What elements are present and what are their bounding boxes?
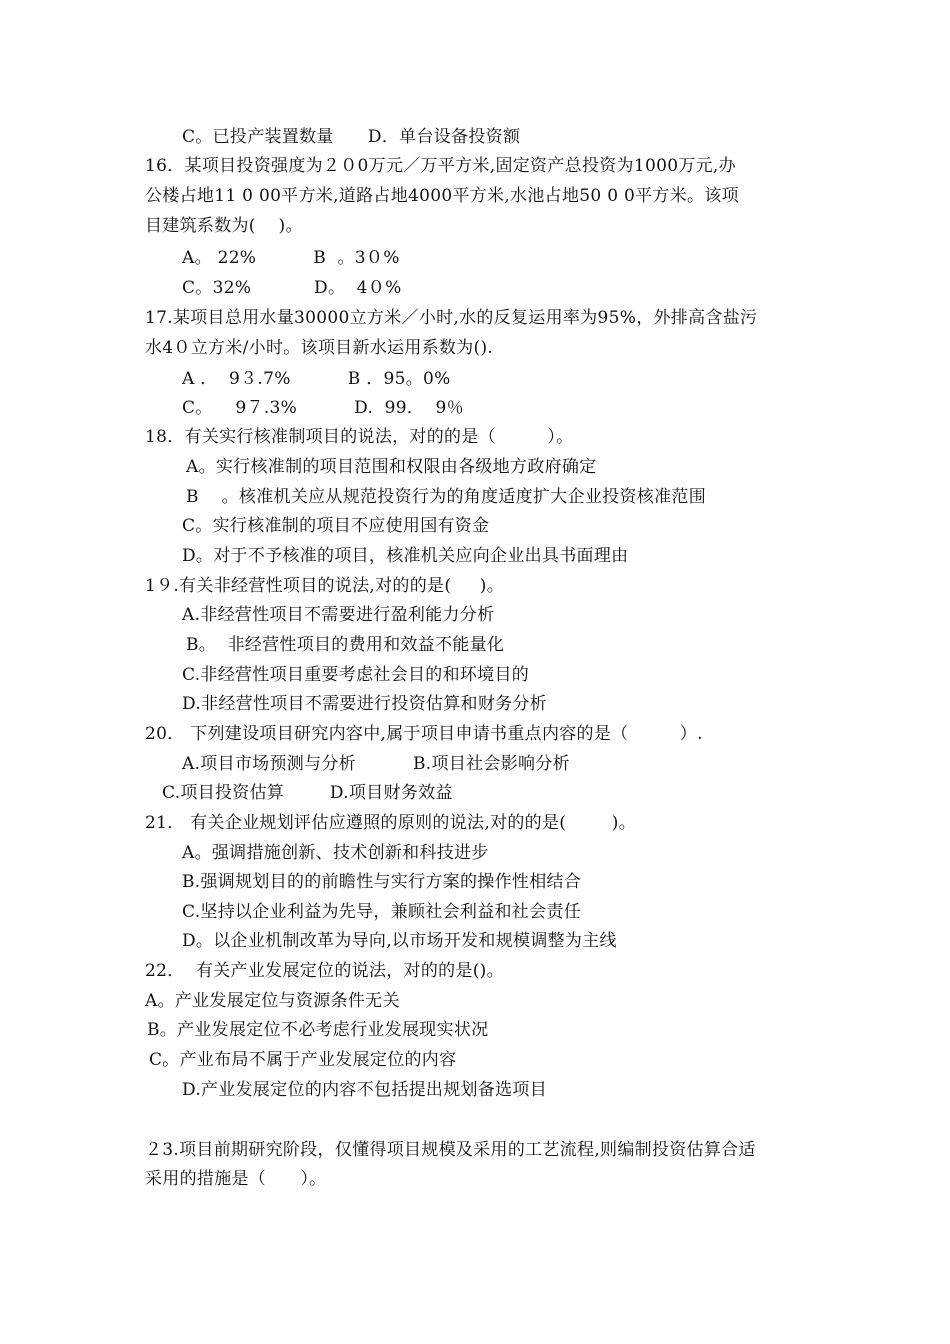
q16-stem-line-2: 公楼占地11 0 00平方米,道路占地4000平方米,水池占地50 0 0平方米。该项 bbox=[145, 186, 739, 206]
q19-option-b: B。 非经营性项目的费用和效益不能量化 bbox=[186, 635, 505, 655]
q18-option-a: A。实行核准制的项目范围和权限由各级地方政府确定 bbox=[186, 457, 597, 477]
q17-options-ab: A ． 9３.7% B ．95。0% bbox=[182, 369, 451, 389]
q16-options-cd: C。32% D。 4０% bbox=[182, 278, 402, 298]
q18-option-c: C。实行核准制的项目不应使用国有资金 bbox=[182, 516, 490, 536]
q16-stem-line-3: 目建筑系数为( )。 bbox=[145, 216, 303, 236]
q20-options-cd: C.项目投资估算 D.项目财务效益 bbox=[162, 783, 453, 803]
q19-option-a: A.非经营性项目不需要进行盈利能力分析 bbox=[182, 605, 495, 625]
q21-option-c: C.坚持以企业利益为先导，兼顾社会利益和社会责任 bbox=[182, 902, 582, 922]
q17-options-cd: C。 9７.3% D. 99． 9％ bbox=[182, 398, 464, 418]
q18-option-b: B 。核准机关应从规范投资行为的角度适度扩大企业投资核准范围 bbox=[186, 487, 707, 507]
q20-stem: 20． 下列建设项目研究内容中,属于项目申请书重点内容的是（ ）. bbox=[145, 724, 703, 744]
q21-option-b: B.强调规划目的的前瞻性与实行方案的操作性相结合 bbox=[182, 872, 582, 892]
q22-stem: 22． 有关产业发展定位的说法，对的的是()。 bbox=[145, 961, 504, 981]
q23-stem-line-2: 采用的措施是（ ）。 bbox=[145, 1169, 327, 1189]
q22-option-a: A。产业发展定位与资源条件无关 bbox=[145, 991, 400, 1011]
q18-option-d: D。对于不予核准的项目，核准机关应向企业出具书面理由 bbox=[182, 546, 629, 566]
q17-stem-line-2: 水4０立方米/小时。该项目新水运用系数为(). bbox=[145, 338, 494, 358]
q23-stem-line-1: ２3.项目前期研究阶段，仅懂得项目规模及采用的工艺流程,则编制投资估算合适 bbox=[145, 1140, 756, 1160]
q19-option-c: C.非经营性项目重要考虑社会目的和环境目的 bbox=[182, 665, 530, 685]
q20-options-ab: A.项目市场预测与分析 B.项目社会影响分析 bbox=[182, 754, 570, 774]
q15-options-cd: C。已投产装置数量 D．单台设备投资额 bbox=[182, 127, 521, 147]
q19-stem: 1９.有关非经营性项目的说法,对的的是( )。 bbox=[145, 576, 505, 596]
q18-stem: 18．有关实行核准制项目的说法，对的的是（ ）。 bbox=[145, 427, 574, 447]
q21-option-a: A。强调措施创新、技术创新和科技进步 bbox=[182, 843, 489, 863]
q22-option-b: B。产业发展定位不必考虑行业发展现实状况 bbox=[147, 1020, 489, 1040]
q22-option-d: D.产业发展定位的内容不包括提出规划备选项目 bbox=[182, 1080, 548, 1100]
q16-options-ab: A。 22% B 。3０% bbox=[182, 248, 400, 268]
q21-stem: 21． 有关企业规划评估应遵照的原则的说法,对的的是( )。 bbox=[145, 813, 637, 833]
q16-stem-line-1: 16．某项目投资强度为２０0万元／万平方米,固定资产总投资为1000万元,办 bbox=[145, 156, 736, 176]
q17-stem-line-1: 17.某项目总用水量30000立方米／小时,水的反复运用率为95%，外排高含盐污 bbox=[145, 308, 758, 328]
q22-option-c: C。产业布局不属于产业发展定位的内容 bbox=[149, 1050, 457, 1070]
q19-option-d: D.非经营性项目不需要进行投资估算和财务分析 bbox=[182, 694, 548, 714]
q21-option-d: D。以企业机制改革为导向,以市场开发和规模调整为主线 bbox=[182, 931, 617, 951]
